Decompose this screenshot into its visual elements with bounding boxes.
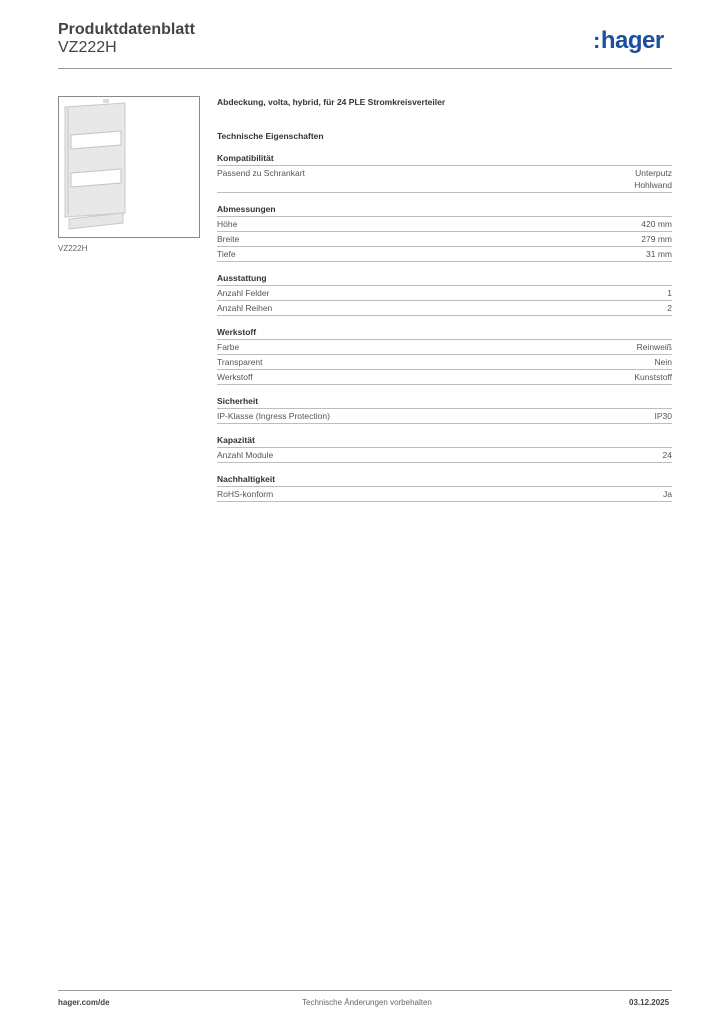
spec-row [217, 166, 672, 193]
spec-label: Anzahl Felder [217, 288, 270, 298]
spec-row [217, 487, 672, 502]
spec-label: Farbe [217, 342, 240, 352]
spec-row [217, 286, 672, 301]
spec-value: Nein [654, 357, 672, 367]
spec-row [217, 355, 672, 370]
spec-row [217, 217, 672, 232]
spec-value: 420 mm [641, 219, 672, 229]
section-title: Abmessungen [217, 203, 672, 217]
spec-value: Kunststoff [634, 372, 672, 382]
spec-row [217, 448, 672, 463]
footer-date: 03.12.2025 [629, 998, 670, 1007]
spec-value: 31 mm [646, 249, 672, 259]
product-image [58, 96, 200, 238]
section-title: Werkstoff [217, 326, 672, 340]
spec-row [217, 409, 672, 424]
hager-logo [593, 27, 664, 55]
spec-label: Tiefe [217, 249, 236, 259]
spec-value: 279 mm [641, 234, 672, 244]
spec-value: 1 [667, 288, 672, 298]
spec-label: Anzahl Reihen [217, 303, 273, 313]
section-title: Kapazität [217, 434, 672, 448]
section-title: Sicherheit [217, 395, 672, 409]
header-divider [58, 68, 672, 69]
spec-section [217, 395, 672, 424]
logo-colon: : [593, 28, 600, 53]
spec-label: Passend zu Schrankart [217, 168, 305, 178]
logo-text: hager [600, 27, 664, 54]
spec-row [217, 340, 672, 355]
cover-illustration [59, 97, 199, 237]
spec-row [217, 370, 672, 385]
section-title: Ausstattung [217, 272, 672, 286]
section-title: Kompatibilität [217, 152, 672, 166]
spec-value: IP30 [654, 411, 672, 421]
product-code: VZ222H [58, 39, 117, 56]
spec-value: Unterputz Hohlwand [634, 168, 672, 190]
footer-website: hager.com/de [58, 998, 110, 1007]
spec-section [217, 473, 672, 502]
footer-disclaimer: Technische Änderungen vorbehalten [302, 998, 432, 1007]
tech-heading: Technische Eigenschaften [217, 131, 324, 141]
product-name: Abdeckung, volta, hybrid, für 24 PLE Stromkreisverteiler [217, 97, 446, 107]
spec-value: 2 [667, 303, 672, 313]
spec-section [217, 434, 672, 463]
spec-row [217, 301, 672, 316]
spec-label: RoHS-konform [217, 489, 274, 499]
spec-label: Breite [217, 234, 240, 244]
spec-sections [217, 152, 672, 502]
page-title: Produktdatenblatt [58, 21, 195, 38]
footer-divider [58, 990, 672, 991]
spec-value: 24 [662, 450, 672, 460]
spec-value: Reinweiß [636, 342, 672, 352]
spec-section [217, 203, 672, 262]
spec-row [217, 232, 672, 247]
section-title: Nachhaltigkeit [217, 473, 672, 487]
image-caption: VZ222H [58, 244, 88, 253]
spec-label: Transparent [217, 357, 263, 367]
spec-section [217, 152, 672, 193]
spec-section [217, 272, 672, 316]
spec-label: IP-Klasse (Ingress Protection) [217, 411, 330, 421]
spec-row [217, 247, 672, 262]
spec-label: Anzahl Module [217, 450, 274, 460]
spec-content [217, 96, 672, 502]
spec-label: Höhe [217, 219, 238, 229]
spec-value: Ja [663, 489, 672, 499]
spec-section [217, 326, 672, 385]
spec-label: Werkstoff [217, 372, 253, 382]
